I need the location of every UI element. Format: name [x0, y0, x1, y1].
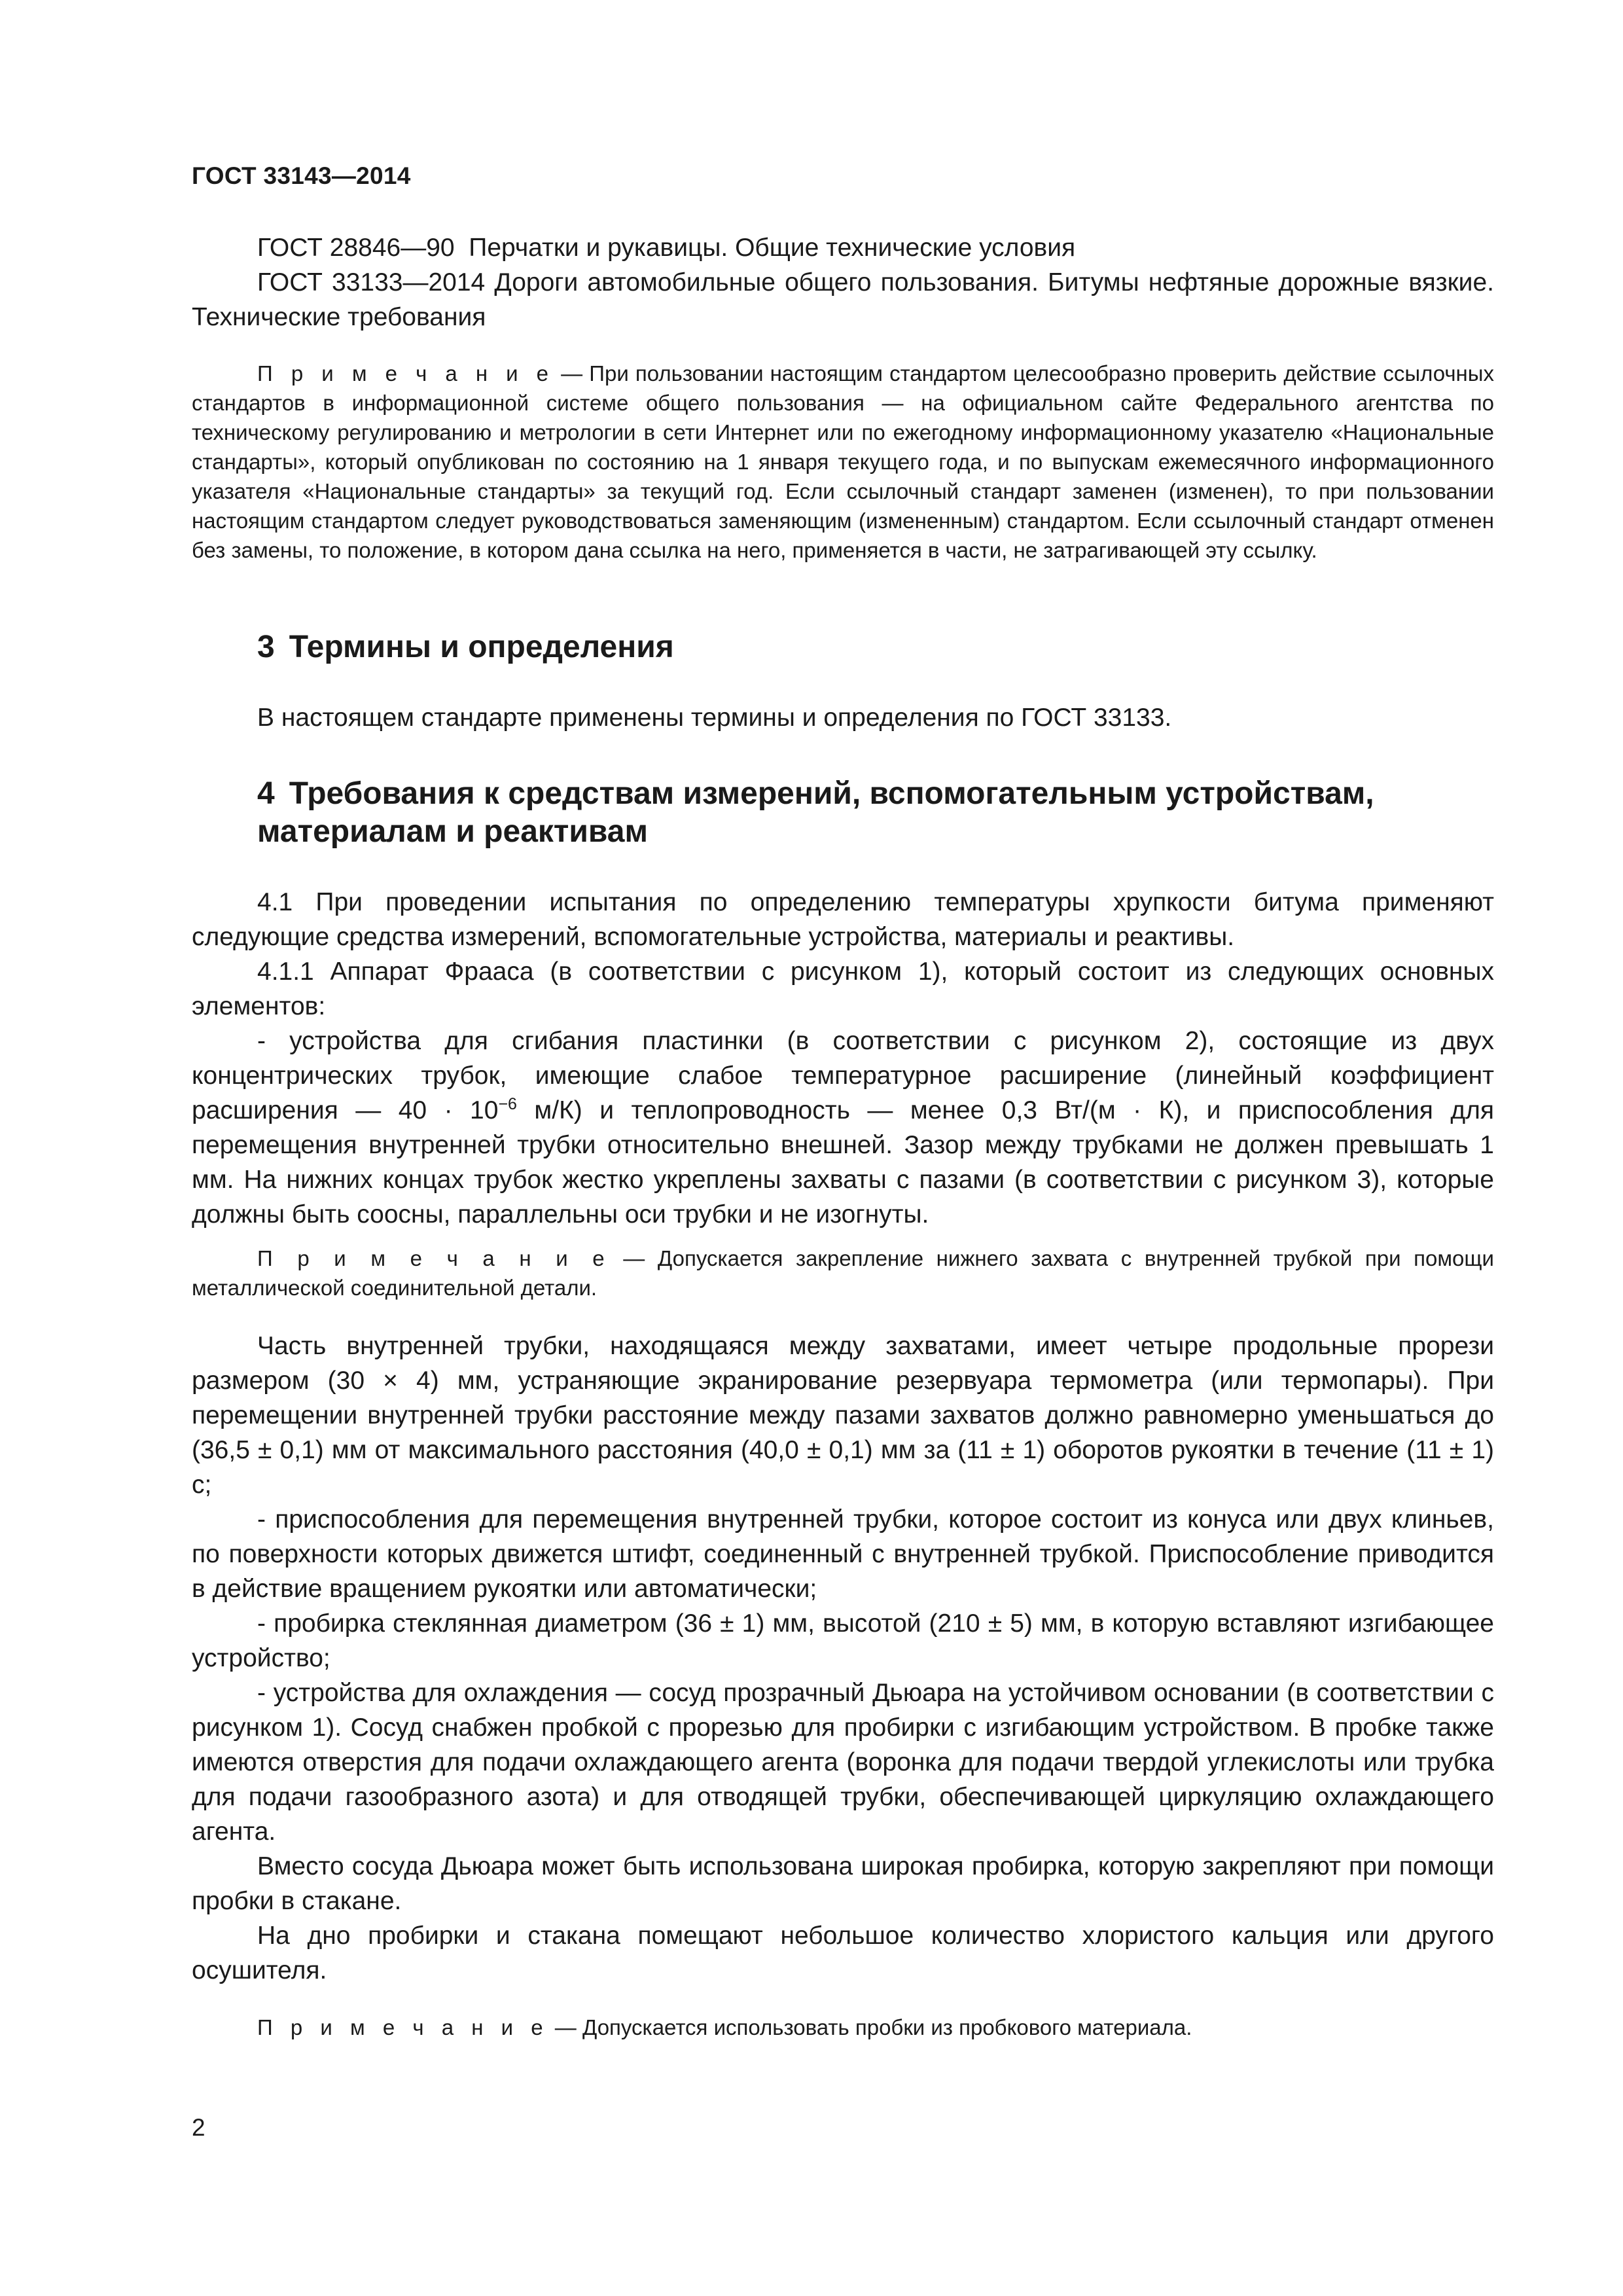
- section-4-body: [192, 885, 1494, 1232]
- reference-item: [192, 230, 1494, 265]
- section-3-heading: [257, 628, 1494, 666]
- paragraph-inner-tube: Часть внутренней трубки, находящаяся между захватами, имеет четыре продольные прорези размером (30 × 4) мм, устраняющие экранирование резервуара термометра (или термопары). При перемещении внутренней трубки расстояние между пазами захватов должно равномерно уменьшаться до (36,5 ± 0,1) мм от максимального расстояния (40,0 ± 0,1) мм за (11 ± 1) оборотов рукоятки в течение (11 ± 1) с;: [192, 1332, 1494, 1499]
- section-4-heading: [257, 775, 1494, 851]
- reference-code: ГОСТ 33133—2014: [257, 268, 486, 296]
- section-number: 3: [257, 630, 275, 664]
- note-references: П р и м е ч а н и е — При пользовании настоящим стандартом целесообразно проверить действие ссылочных стандартов в информационной системе общего пользования — на официальном сайте Федерального агентства по техническому регулированию и метрологии в сети Интернет или по ежегодному информационному указателю «Национальные стандарты», который опубликован по состоянию на 1 января текущего года, и по выпускам ежемесячного информационного указателя «Национальные стандарты» за текущий год. Если ссылочный стандарт заменен (изменен), то при пользовании настоящим стандартом следует руководствоваться заменяющим (измененным) стандартом. Если ссылочный стандарт отменен без замены, то положение, в котором дана ссылка на него, применяется в части, не затрагивающей эту ссылку.: [192, 361, 1495, 562]
- paragraph: В настоящем стандарте применены термины и определения по ГОСТ 33133.: [257, 704, 1172, 732]
- references-list: [192, 230, 1494, 334]
- list-item-bending-device: - устройства для сгибания пластинки (в соответствии с рисунком 2), состоящие из двух концентрических трубок, имеющие слабое температурное расширение (линейный коэффициент расширения — $40 \cdot 10^{-6}$ м/К) и теплопроводность — менее 0,3 Вт/(м · К), и приспособления для перемещения внутренней трубки относительно внешней. Зазор между трубками не должен превышать 1 мм. На нижних концах трубок жестко укреплены захваты с пазами (в соответствии с рисунком 3), которые должны быть соосны, параллельны оси трубки и не изогнуты.: [192, 1027, 1494, 1229]
- paragraph-4-1-1: 4.1.1 Аппарат Фрааса (в соответствии с рисунком 1), который состоит из следующих основных элементов:: [192, 958, 1494, 1020]
- list-item-cooling-device: - устройства для охлаждения — сосуд прозрачный Дьюара на устойчивом основании (в соответствии с рисунком 1). Сосуд снабжен пробкой с прорезью для пробирки с изгибающим устройством. В пробке также имеются отверстия для подачи охлаждающего агента (воронка для подачи твердой углекислоты или трубка для подачи газообразного азота) и для отводящей трубки, обеспечивающей циркуляцию охлаждающего агента.: [192, 1679, 1494, 1846]
- list-item-moving-device: - приспособления для перемещения внутренней трубки, которое состоит из конуса или двух клиньев, по поверхности которых движется штифт, соединенный с внутренней трубкой. Приспособление приводится в действие вращением рукоятки или автоматически;: [192, 1505, 1494, 1603]
- reference-title: Перчатки и рукавицы. Общие технические условия: [469, 234, 1076, 262]
- section-number: 4: [257, 776, 275, 811]
- note-label: П р и м е ч а н и е: [257, 2015, 549, 2039]
- note-clamp: П р и м е ч а н и е — Допускается закрепление нижнего захвата с внутренней трубкой при помощи металлической соединительной детали.: [192, 1246, 1494, 1300]
- paragraph-4-1: 4.1 При проведении испытания по определению температуры хрупкости битума применяют следующие средства измерений, вспомогательные устройства, материалы и реактивы.: [192, 888, 1494, 951]
- note-text: При пользовании настоящим стандартом целесообразно проверить действие ссылочных стандартов в информационной системе общего пользования — на официальном сайте Федерального агентства по техническому регулированию и метрологии в сети Интернет или по ежегодному информационному указателю «Национальные стандарты», который опубликован по состоянию на 1 января текущего года, и по выпускам ежемесячного информационного указателя «Национальные стандарты» за текущий год. Если ссылочный стандарт заменен (изменен), то при пользовании настоящим стандартом следует руководствоваться заменяющим (измененным) стандартом. Если ссылочный стандарт отменен без замены, то положение, в котором дана ссылка на него, применяется в части, не затрагивающей эту ссылку.: [192, 361, 1495, 562]
- paragraph-desiccant: На дно пробирки и стакана помещают небольшое количество хлористого кальция или другого осушителя.: [192, 1922, 1494, 1984]
- section-4-body-continued: [192, 1329, 1494, 1988]
- note-cork: П р и м е ч а н и е — Допускается использовать пробки из пробкового материала.: [257, 2015, 1192, 2039]
- paragraph-dewar-alternative: Вместо сосуда Дьюара может быть использована широкая пробирка, которую закрепляют при помощи пробки в стакане.: [192, 1852, 1494, 1915]
- note-text: Допускается закрепление нижнего захвата с внутренней трубкой при помощи металлической соединительной детали.: [192, 1246, 1494, 1300]
- reference-item: [192, 265, 1494, 334]
- note-label: П р и м е ч а н и е: [257, 361, 555, 386]
- note-text: Допускается использовать пробки из пробкового материала.: [582, 2015, 1192, 2039]
- document-code-header: ГОСТ 33143—2014: [192, 162, 411, 189]
- section-title: Термины и определения: [289, 630, 674, 664]
- section-3-body: [192, 700, 1494, 735]
- reference-code: ГОСТ 28846—90: [257, 234, 455, 262]
- list-item-test-tube: - пробирка стеклянная диаметром (36 ± 1) мм, высотой (210 ± 5) мм, в которую вставляют изгибающее устройство;: [192, 1609, 1494, 1672]
- note-label: П р и м е ч а н и е: [257, 1246, 611, 1270]
- page-number: 2: [192, 2114, 205, 2141]
- section-title: Требования к средствам измерений, вспомогательным устройствам, материалам и реактивам: [257, 776, 1374, 849]
- reference-title: Дороги автомобильные общего пользования. Битумы нефтяные дорожные вязкие. Технические требования: [192, 268, 1494, 331]
